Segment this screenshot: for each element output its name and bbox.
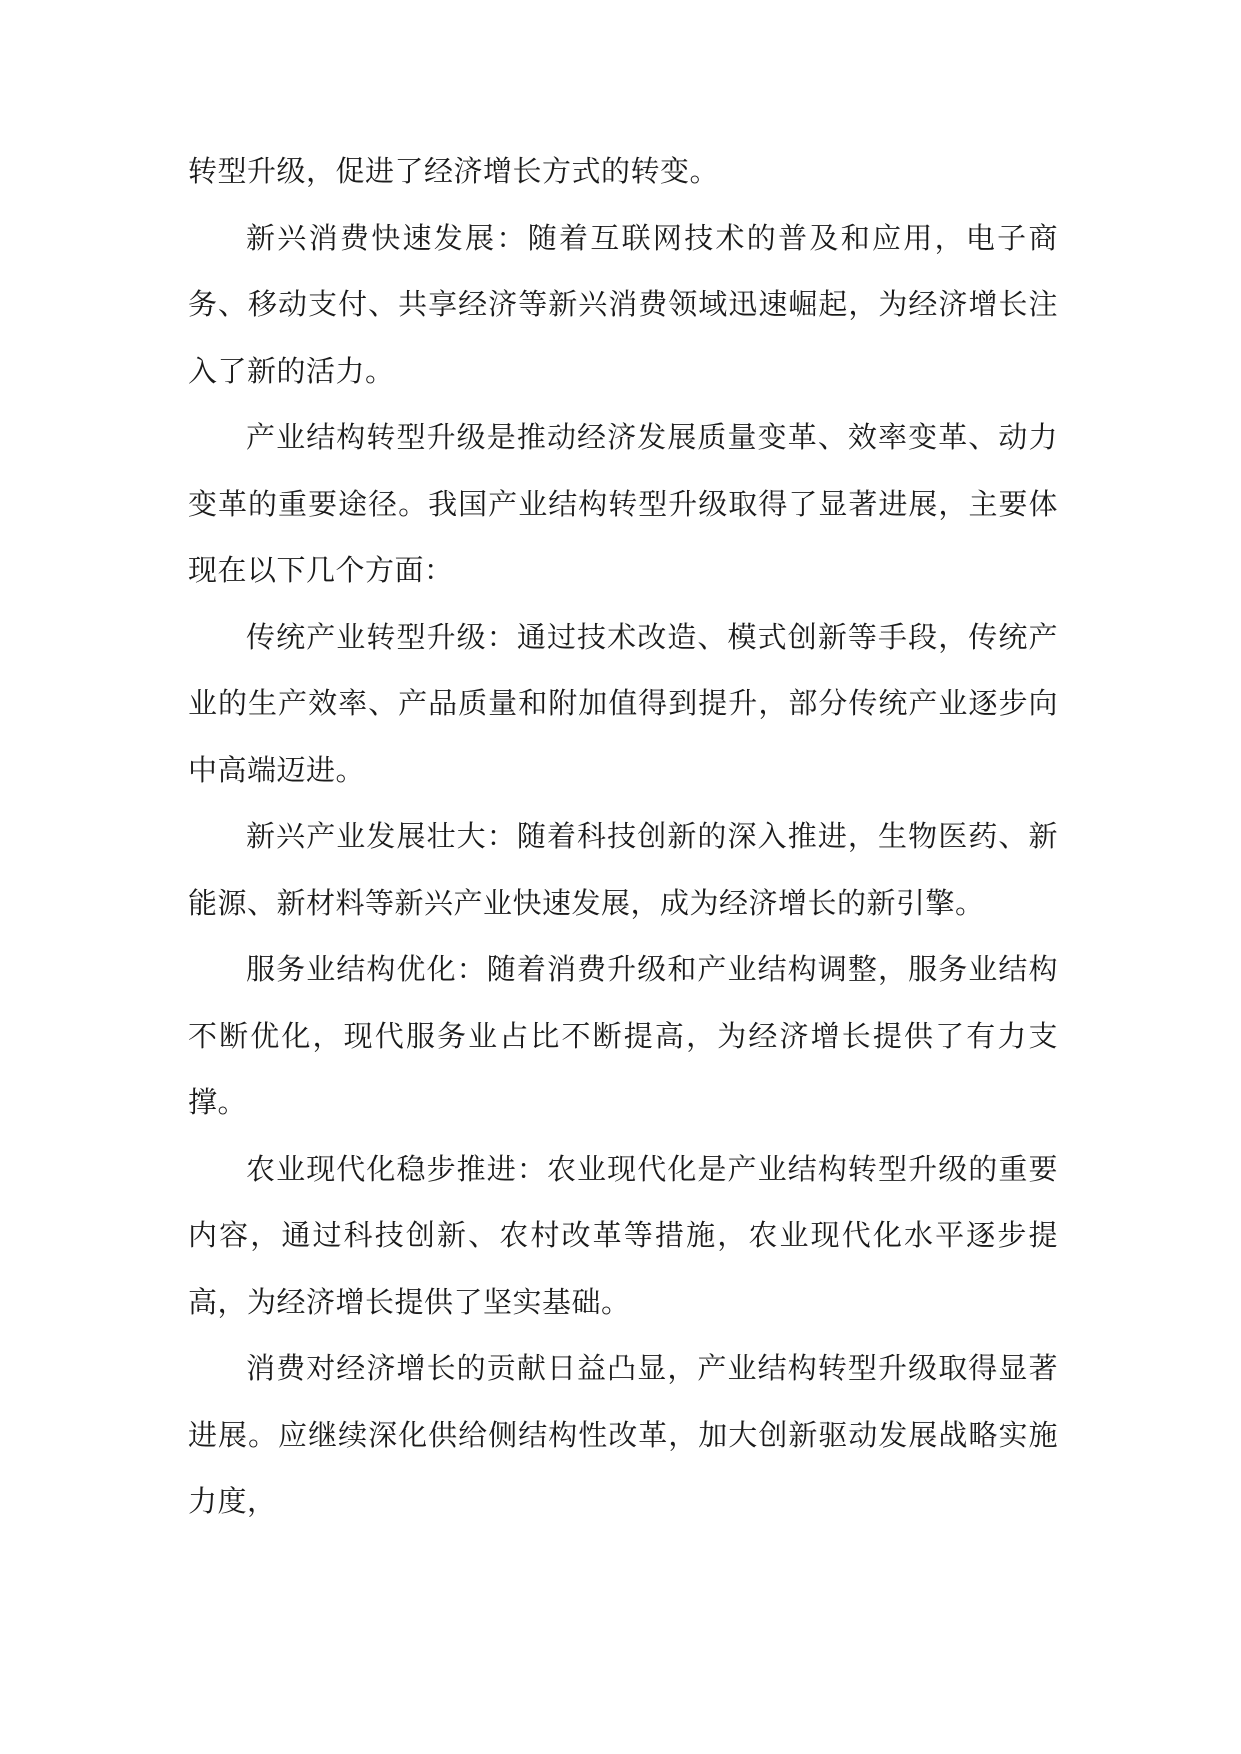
paragraph-emerging-industry: 新兴产业发展壮大：随着科技创新的深入推进，生物医药、新能源、新材料等新兴产业快速发展，成为经济增长的新引擎。	[188, 819, 1058, 920]
paragraph-emerging-consumption: 新兴消费快速发展：随着互联网技术的普及和应用，电子商务、移动支付、共享经济等新兴消费领域迅速崛起，为经济增长注入了新的活力。	[188, 220, 1058, 388]
paragraph-agriculture: 农业现代化稳步推进：农业现代化是产业结构转型升级的重要内容，通过科技创新、农村改革等措施，农业现代化水平逐步提高，为经济增长提供了坚实基础。	[188, 1151, 1058, 1319]
paragraph-industrial-upgrade: 产业结构转型升级是推动经济发展质量变革、效率变革、动力变革的重要途径。我国产业结构转型升级取得了显著进展，主要体现在以下几个方面：	[188, 420, 1058, 587]
paragraph-continuation: 转型升级，促进了经济增长方式的转变。	[188, 154, 720, 188]
paragraph-conclusion: 消费对经济增长的贡献日益凸显，产业结构转型升级取得显著进展。应继续深化供给侧结构性改革，加大创新驱动发展战略实施力度，	[188, 1351, 1058, 1518]
paragraph-traditional-industry: 传统产业转型升级：通过技术改造、模式创新等手段，传统产业的生产效率、产品质量和附加值得到提升，部分传统产业逐步向中高端迈进。	[188, 619, 1058, 787]
paragraph-service-industry: 服务业结构优化：随着消费升级和产业结构调整，服务业结构不断优化，现代服务业占比不断提高，为经济增长提供了有力支撑。	[188, 952, 1058, 1119]
document-body	[188, 138, 1058, 1535]
